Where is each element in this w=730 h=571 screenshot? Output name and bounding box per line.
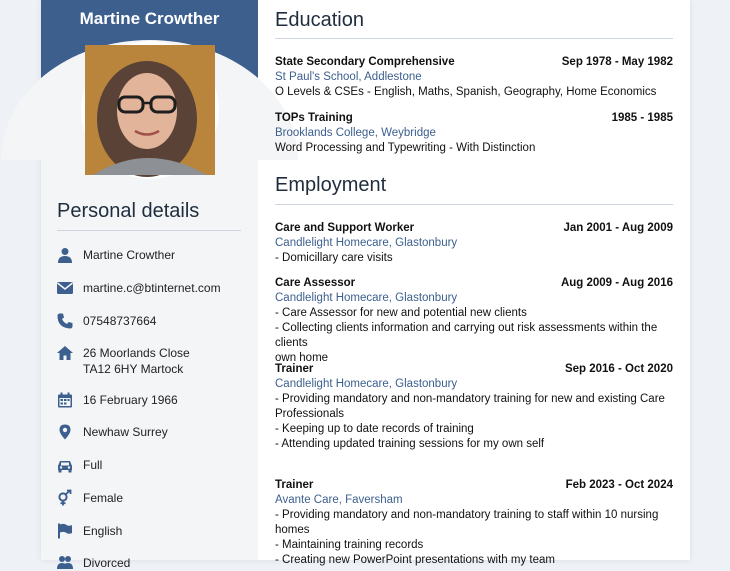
employment-divider [275,204,673,205]
employment-entry [275,362,673,452]
entry-detail: - Collecting clients information and carrying out risk assessments within the clients [275,322,658,349]
entry-dates: Aug 2009 - Aug 2016 [560,277,673,289]
personal-item-birthplace: Newhaw Surrey [57,424,247,440]
phone-icon [57,313,73,329]
entry-detail: Professionals [275,408,345,420]
personal-item-gender: Female [57,490,247,506]
flag-icon [57,523,73,539]
employment-entry [275,221,673,266]
entry-organisation: Avante Care, Faversham [275,494,403,506]
entry-title: Trainer [275,479,314,491]
entry-detail: own home [275,352,329,364]
employment-entry [275,276,673,366]
entry-dates: Feb 2023 - Oct 2024 [565,479,673,491]
entry-title: State Secondary Comprehensive [275,56,455,68]
address-line-1: 26 Moorlands Close [83,346,190,360]
entry-dates: Sep 1978 - May 1982 [561,56,673,68]
personal-item-email: martine.c@btinternet.com [57,280,247,296]
personal-details-title: Personal details [57,200,200,222]
entry-title: Care and Support Worker [275,222,415,234]
personal-item-phone: 07548737664 [57,313,247,329]
education-title: Education [275,9,364,31]
map-pin-icon [57,424,73,440]
entry-organisation: Candlelight Homecare, Glastonbury [275,237,458,249]
entry-dates: 1985 - 1985 [611,112,673,124]
car-icon [57,457,73,473]
profile-name: Martine Crowther [79,9,220,28]
employment-title: Employment [275,174,387,196]
users-icon [57,555,73,571]
entry-organisation: Candlelight Homecare, Glastonbury [275,292,458,304]
profile-photo [81,41,219,179]
personal-details-divider [57,230,241,231]
address-line-2: TA12 6HY Martock [83,362,184,376]
gender-icon [57,490,73,506]
entry-detail: - Keeping up to date records of training [275,423,474,435]
education-entry [275,111,673,156]
entry-title: TOPs Training [275,112,353,124]
personal-item-nationality: English [57,523,247,539]
entry-organisation: St Paul's School, Addlestone [275,71,422,83]
user-icon [57,247,73,263]
envelope-icon [57,280,73,296]
entry-title: Trainer [275,363,314,375]
personal-item-marital-status: Divorced [57,555,247,571]
entry-dates: Sep 2016 - Oct 2020 [564,363,673,375]
personal-item-driving-licence: Full [57,457,247,473]
personal-item-address [57,345,247,377]
entry-detail: - Providing mandatory and non-mandatory training to staff within 10 nursing [275,509,659,521]
entry-detail: homes [275,524,310,536]
education-entry [275,55,673,100]
entry-detail: - Attending updated training sessions for my own self [275,438,545,450]
sidebar [41,0,258,570]
personal-item-name: Martine Crowther [57,247,247,263]
cv-page [41,0,690,570]
entry-detail: - Providing mandatory and non-mandatory training for new and existing Care [275,393,665,405]
entry-detail: Word Processing and Typewriting - With Distinction [275,142,536,154]
entry-detail: - Creating new PowerPoint presentations with my team [275,554,555,566]
calendar-icon [57,392,73,408]
employment-entry [275,478,673,568]
entry-detail: O Levels & CSEs - English, Maths, Spanish, Geography, Home Economics [275,86,657,98]
entry-dates: Jan 2001 - Aug 2009 [563,222,673,234]
entry-detail: - Maintaining training records [275,539,424,551]
entry-title: Care Assessor [275,277,356,289]
home-icon [57,345,73,361]
portrait-image [85,45,215,175]
entry-organisation: Candlelight Homecare, Glastonbury [275,378,458,390]
personal-item-birthdate: 16 February 1966 [57,392,247,408]
education-divider [275,38,673,39]
entry-detail: - Domicillary care visits [275,252,393,264]
entry-detail: - Care Assessor for new and potential new clients [275,307,527,319]
entry-organisation: Brooklands College, Weybridge [275,127,436,139]
